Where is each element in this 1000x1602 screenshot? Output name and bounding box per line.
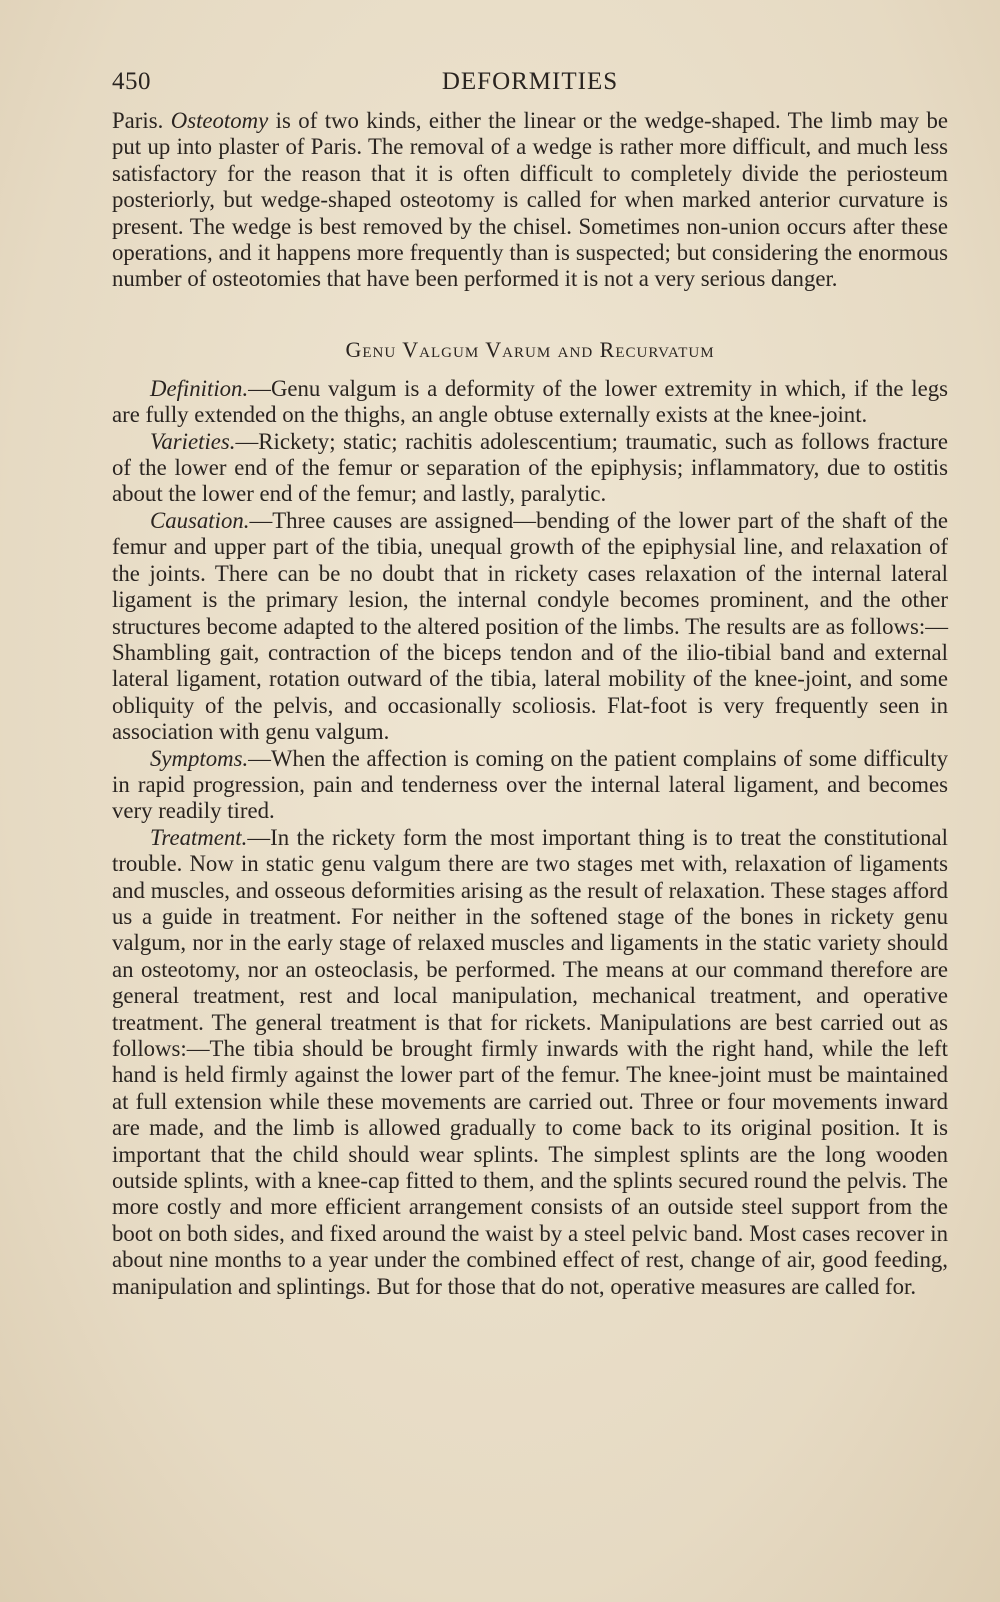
- page-number: 450: [112, 68, 151, 95]
- varieties-lead: Varieties.: [150, 428, 236, 454]
- book-page: [112, 68, 948, 1300]
- intro-paragraph: [112, 108, 948, 293]
- definition-lead: Definition.: [150, 375, 249, 401]
- causation-text: —Three causes are assigned—bending of the lower part of the shaft of the femur and upper part of the tibia, unequal growth of the epiphysial line, and relaxation of the joints. There can be no doubt that in rickety cases relaxation of the internal lateral ligament is the primary lesion, the internal condyle becomes prominent, and the other structures become adapted to the altered position of the limbs. The results are as follows:—Shambling gait, contraction of the biceps tendon and of the ilio-tibial band and external lateral ligament, rotation outward of the tibia, lateral mobility of the knee-joint, and some obliquity of the pelvis, and occasionally scoliosis. Flat-foot is very frequently seen in association with genu valgum.: [112, 507, 948, 745]
- intro-text-rest: is of two kinds, either the linear or the wedge-shaped. The limb may be put up into plaster of Paris. The removal of a wedge is rather more difficult, and much less satisfactory for the reason that it is often difficult to completely divide the periosteum posteriorly, but wedge-shaped osteotomy is called for when marked anterior curvature is present. The wedge is best removed by the chisel. Sometimes non-union occurs after these operations, and it happens more frequently than is suspected; but considering the enormous number of osteotomies that have been performed it is not a very serious danger.: [112, 108, 948, 292]
- treatment-lead: Treatment.: [150, 824, 248, 850]
- varieties-text: —Rickety; static; rachitis adolescentium; traumatic, such as follows fracture of the lower end of the femur or separation of the epiphysis; inflammatory, due to ostitis about the lower end of the femur; and lastly, paralytic.: [112, 428, 948, 507]
- treatment-paragraph: [112, 825, 948, 1300]
- running-title: DEFORMITIES: [441, 68, 619, 95]
- section-heading: Genu Valgum Varum and Recurvatum: [345, 336, 715, 362]
- symptoms-lead: Symptoms.: [150, 745, 249, 771]
- osteotomy-term: Osteotomy: [170, 108, 269, 133]
- symptoms-paragraph: [112, 746, 948, 825]
- treatment-text: —In the rickety form the most important thing is to treat the constitutional trouble. Now in static genu valgum there are two stages met with, relaxation of ligaments and muscles, and osseous deformities arising as the result of relaxation. These stages afford us a guide in treatment. For neither in the softened stage of the bones in rickety genu valgum, nor in the early stage of relaxed muscles and ligaments in the static variety should an osteotomy, nor an osteoclasis, be performed. The means at our command therefore are general treatment, rest and local manipulation, mechanical treatment, and operative treatment. The general treatment is that for rickets. Manipulations are best carried out as follows:—The tibia should be brought firmly inwards with the right hand, while the left hand is held firmly against the lower part of the femur. The knee-joint must be maintained at full extension while these movements are carried out. Three or four movements inward are made, and the limb is allowed gradually to come back to its original position. It is important that the child should wear splints. The simplest splints are the long wooden outside splints, with a knee-cap fitted to them, and the splints secured round the pelvis. The more costly and more efficient arrangement consists of an outside steel support from the boot on both sides, and fixed around the waist by a steel pelvic band. Most cases recover in about nine months to a year under the combined effect of rest, change of air, good feeding, manipulation and splintings. But for those that do not, operative measures are called for.: [112, 824, 948, 1299]
- running-head: [112, 68, 948, 108]
- definition-paragraph: [112, 376, 948, 429]
- causation-paragraph: [112, 508, 948, 746]
- symptoms-text: —When the affection is coming on the patient complains of some difficulty in rapid progression, pain and tenderness over the internal lateral ligament, and becomes very readily tired.: [112, 745, 948, 824]
- varieties-paragraph: [112, 429, 948, 508]
- intro-text-start: Paris.: [112, 108, 171, 133]
- causation-lead: Causation.: [150, 507, 250, 533]
- definition-text: —Genu valgum is a deformity of the lower extremity in which, if the legs are fully extended on the thighs, an angle obtuse externally exists at the knee-joint.: [112, 375, 948, 428]
